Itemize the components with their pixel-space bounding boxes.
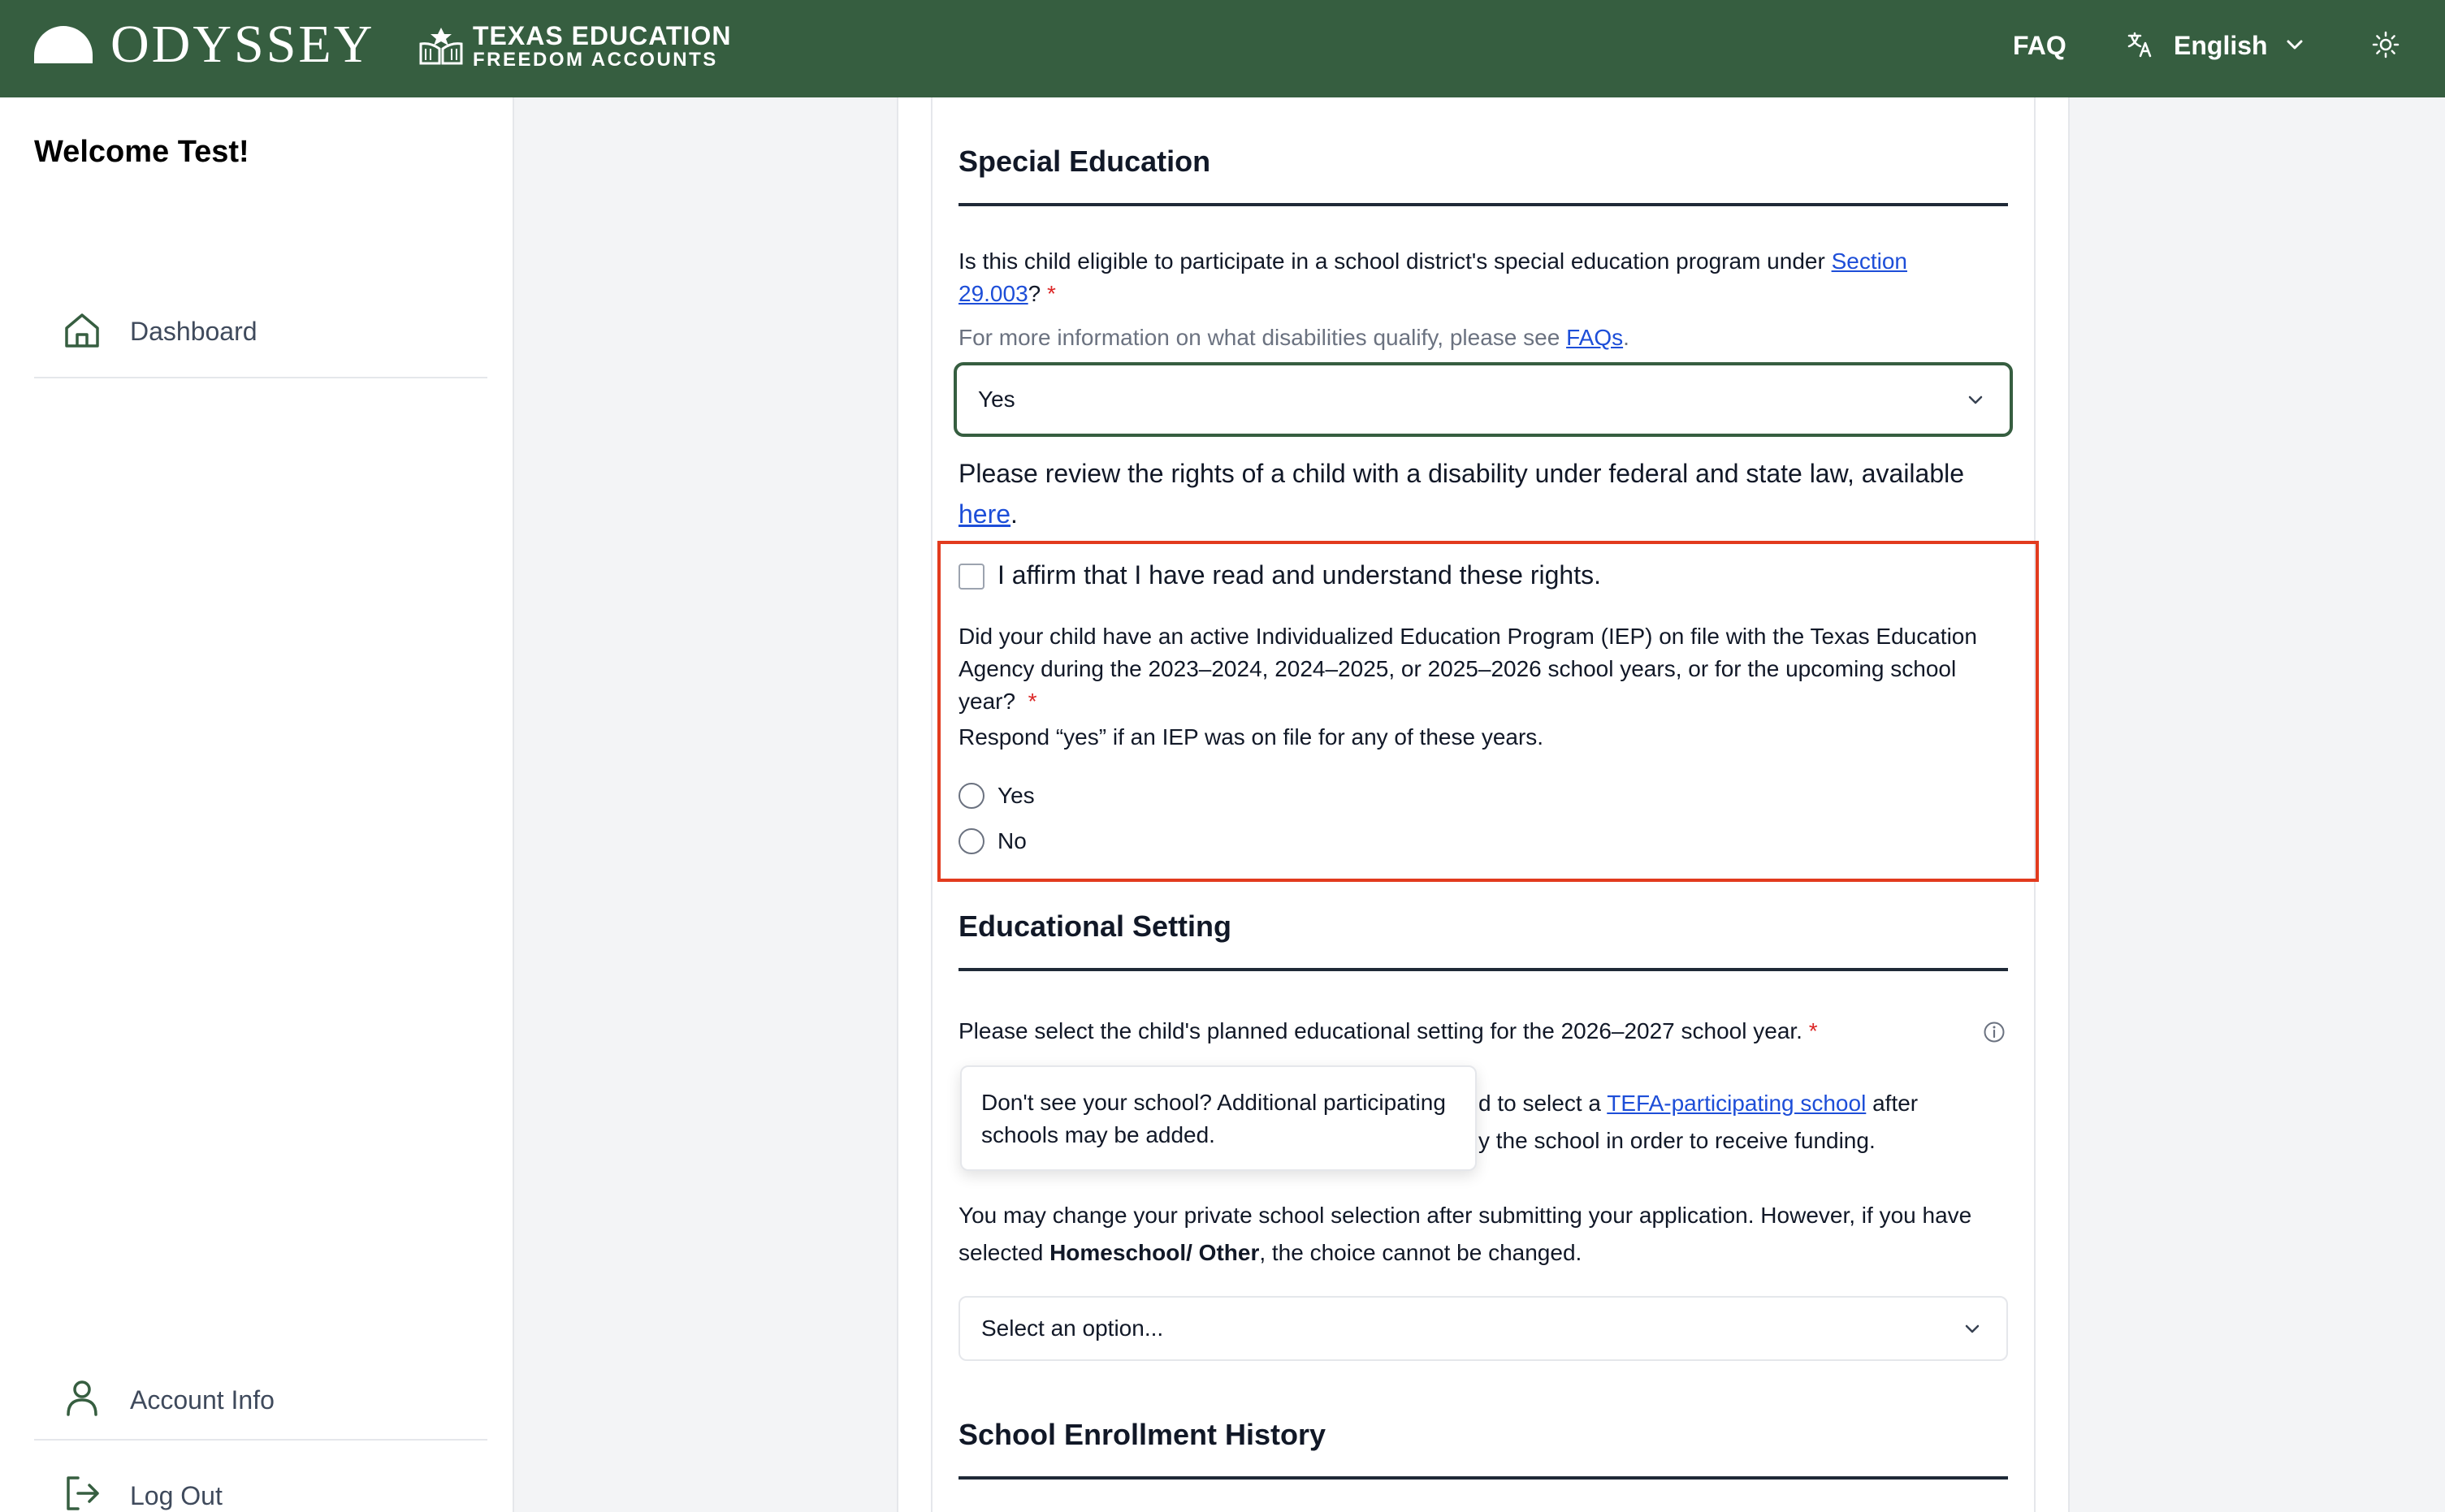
faqs-link[interactable]: FAQs (1566, 325, 1624, 350)
sidebar-item-account-info[interactable] (34, 1345, 487, 1441)
help-text: For more information on what disabilities qualify, please see (959, 325, 1567, 350)
iep-radio-yes[interactable] (959, 783, 984, 809)
educational-setting-select[interactable] (959, 1296, 2008, 1361)
chevron-down-icon[interactable] (2284, 36, 2305, 54)
paragraph-text: d to select a (1478, 1091, 1608, 1116)
rights-notice (959, 453, 2006, 534)
translate-icon[interactable] (2127, 31, 2154, 58)
special-ed-eligibility-question (959, 245, 1990, 310)
sidebar-item-label: Log Out (130, 1481, 223, 1510)
special-ed-eligibility-select[interactable] (954, 362, 2013, 437)
question-suffix: ? (1028, 281, 1041, 306)
odyssey-logo-icon (34, 26, 93, 63)
educational-setting-question (959, 1015, 1990, 1048)
top-navigation-bar (0, 0, 2445, 97)
section-title-special-education: Special Education (959, 145, 2008, 206)
section-title-school-enrollment-history: School Enrollment History (959, 1418, 2008, 1480)
sidebar-item-label: Account Info (130, 1385, 275, 1415)
rights-text: Please review the rights of a child with a disability under federal and state law, available (959, 459, 1965, 488)
user-icon (62, 1377, 102, 1418)
paragraph-text: You may change your private school selection after submitting your application. However, if you have selected (959, 1203, 1972, 1265)
logout-icon (62, 1473, 102, 1512)
rights-suffix: . (1010, 499, 1018, 529)
sidebar-item-dashboard[interactable] (34, 283, 487, 378)
paragraph-text: y the school in order to receive funding. (1478, 1128, 1876, 1153)
rights-here-link[interactable]: here (959, 499, 1011, 529)
iep-question (959, 620, 1990, 718)
question-text: Is this child eligible to participate in a school district's special education program under (959, 248, 1832, 274)
selected-value: Yes (978, 387, 1015, 412)
section-title-educational-setting: Educational Setting (959, 909, 2008, 971)
sidebar-item-log-out[interactable] (34, 1442, 487, 1512)
question-text: Please select the child's planned educational setting for the 2026–2027 school year. (959, 1018, 1802, 1043)
required-asterisk: * (1047, 281, 1056, 306)
sidebar-item-label: Dashboard (130, 317, 257, 346)
odyssey-logo-text: ODYSSEY (110, 15, 375, 74)
iep-radio-no[interactable] (959, 828, 984, 854)
info-tooltip: Don't see your school? Additional participating schools may be added. (960, 1065, 1477, 1171)
welcome-heading: Welcome Test! (34, 135, 249, 169)
iep-question-text: Did your child have an active Individualized Education Program (IEP) on file with the Texas Education Agency during the 2023–2024, 2024–2025, or 2025–2026 school years, or for the upcoming school year? (959, 624, 1977, 714)
sidebar (0, 97, 514, 1512)
home-icon (62, 310, 102, 351)
tefa-participating-school-link[interactable]: TEFA-participating school (1607, 1091, 1867, 1116)
paragraph-text: , the choice cannot be changed. (1259, 1240, 1582, 1265)
iep-radio-no-label[interactable]: No (997, 828, 1027, 853)
chevron-down-icon (1966, 393, 1985, 408)
tefa-logo-icon (418, 24, 465, 67)
sun-icon[interactable] (2372, 31, 2400, 58)
homeschool-other-bold: Homeschool/ Other (1049, 1240, 1260, 1265)
info-icon[interactable] (1982, 1020, 2006, 1044)
iep-note: Respond “yes” if an IEP was on file for any of these years. (959, 724, 1544, 750)
section-29003-link[interactable]: Section 29.003 (959, 248, 1907, 306)
faq-link[interactable]: FAQ (2013, 31, 2066, 60)
select-placeholder: Select an option... (981, 1315, 1164, 1341)
paragraph-text: after (1866, 1091, 1919, 1116)
tefa-title: TEXAS EDUCATION (473, 21, 732, 50)
affirm-rights-checkbox[interactable] (959, 564, 984, 590)
iep-radio-yes-label[interactable]: Yes (997, 783, 1035, 808)
chevron-down-icon (1962, 1322, 1982, 1337)
language-selector[interactable]: English (2174, 31, 2268, 60)
disabilities-help-text (959, 325, 1629, 351)
help-suffix: . (1623, 325, 1629, 350)
tefa-logo-text (473, 23, 731, 70)
tefa-subtitle: FREEDOM ACCOUNTS (473, 49, 718, 71)
affirm-rights-label[interactable]: I affirm that I have read and understand these rights. (997, 560, 1601, 590)
school-selection-paragraph (959, 1197, 1990, 1272)
required-asterisk: * (1808, 1018, 1818, 1043)
required-asterisk: * (1028, 689, 1037, 714)
